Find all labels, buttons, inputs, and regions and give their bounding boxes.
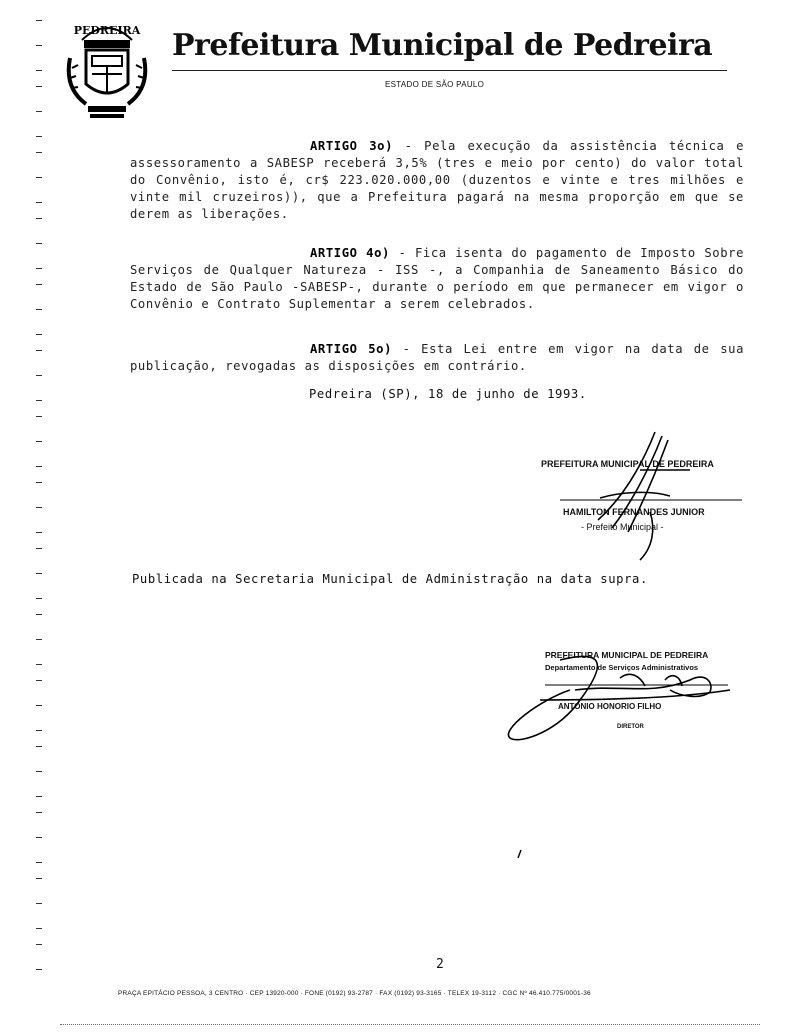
article-3-heading: ARTIGO 3o) bbox=[310, 139, 394, 153]
margin-tick bbox=[36, 45, 42, 46]
margin-tick bbox=[36, 111, 42, 112]
margin-tick bbox=[36, 573, 42, 574]
signer-name: HAMILTON FERNANDES JUNIOR bbox=[563, 507, 705, 517]
margin-tick bbox=[36, 598, 42, 599]
signer-role: DIRETOR bbox=[617, 724, 644, 730]
margin-tick bbox=[36, 862, 42, 863]
margin-tick bbox=[36, 664, 42, 665]
margin-tick bbox=[36, 400, 42, 401]
signer-name: ANTONIO HONORIO FILHO bbox=[558, 702, 662, 711]
article-4-text: - Fica isenta do pagamento de Imposto Sobre Serviços de Qualquer Natureza - ISS -, a Companhia de Saneamento Básico do Estado de São Paulo -SABESP-, durante o período em que permanecer em vigor o Convênio e Contrato Suplementar a serem celebrados. bbox=[130, 246, 745, 311]
margin-tick bbox=[36, 548, 42, 549]
margin-tick bbox=[36, 441, 42, 442]
stamp-org: PREFEITURA MUNICIPAL DE PEDREIRA bbox=[541, 459, 714, 469]
dateline: Pedreira (SP), 18 de junho de 1993. bbox=[309, 387, 587, 401]
margin-tick bbox=[36, 878, 42, 879]
margin-tick bbox=[36, 177, 42, 178]
article-5-text: - Esta Lei entre em vigor na data de sua publicação, revogadas as disposições em contrário. bbox=[130, 342, 745, 373]
margin-tick bbox=[36, 705, 42, 706]
margin-tick bbox=[36, 903, 42, 904]
margin-tick bbox=[36, 350, 42, 351]
margin-tick bbox=[36, 482, 42, 483]
article-3-text: - Pela execução da assistência técnica e assessoramento a SABESP receberá 3,5% (tres e meio por cento) do valor total do Convênio, isto é, cr$ 223.020.000,00 (duzentos e vinte e tres milhões e vinte mil cruzeiros)), que a Prefeitura pagará na mesma proporção em que se derem as liberações. bbox=[130, 139, 745, 221]
margin-tick bbox=[36, 20, 42, 21]
municipal-crest-icon bbox=[62, 18, 152, 120]
margin-tick bbox=[36, 466, 42, 467]
page-number: 2 bbox=[436, 957, 444, 972]
margin-tick bbox=[36, 837, 42, 838]
margin-tick bbox=[36, 243, 42, 244]
scan-bottom-edge bbox=[60, 1024, 760, 1026]
margin-tick bbox=[36, 218, 42, 219]
margin-tick bbox=[36, 375, 42, 376]
margin-tick bbox=[36, 136, 42, 137]
publication-note: Publicada na Secretaria Municipal de Administração na data supra. bbox=[132, 572, 648, 586]
margin-tick bbox=[36, 86, 42, 87]
address-footer: PRAÇA EPITÁCIO PESSOA, 3 CENTRO · CEP 13920-000 · FONE (0192) 93-2787 · FAX (0192) 93-3165 · TELEX 19-3112 · CGC Nº 46.410.775/0001-36 bbox=[118, 990, 591, 997]
stamp-org: PREFEITURA MUNICIPAL DE PEDREIRA bbox=[545, 650, 709, 660]
margin-tick bbox=[36, 70, 42, 71]
margin-tick bbox=[36, 507, 42, 508]
stamp-department: Departamento de Serviços Administrativos bbox=[545, 663, 699, 672]
margin-tick bbox=[36, 746, 42, 747]
margin-tick bbox=[36, 944, 42, 945]
margin-tick bbox=[36, 730, 42, 731]
scan-margin-marks bbox=[36, 20, 50, 1020]
margin-tick bbox=[36, 796, 42, 797]
margin-tick bbox=[36, 614, 42, 615]
margin-tick bbox=[36, 152, 42, 153]
margin-tick bbox=[36, 928, 42, 929]
state-subtitle: ESTADO DE SÃO PAULO bbox=[385, 80, 485, 89]
margin-tick bbox=[36, 969, 42, 970]
margin-tick bbox=[36, 639, 42, 640]
article-4-paragraph bbox=[130, 245, 744, 313]
margin-tick bbox=[36, 202, 42, 203]
margin-tick bbox=[36, 680, 42, 681]
title-divider bbox=[172, 70, 727, 71]
crest-text: PEDREIRA bbox=[73, 24, 141, 37]
mayor-signature-icon bbox=[598, 432, 690, 560]
page-title: Prefeitura Municipal de Pedreira bbox=[172, 28, 713, 63]
article-3-paragraph bbox=[130, 138, 744, 223]
margin-tick bbox=[36, 812, 42, 813]
article-5-paragraph bbox=[130, 341, 744, 375]
article-5-heading: ARTIGO 5o) bbox=[310, 342, 393, 356]
signer-role: - Prefeito Municipal - bbox=[581, 522, 664, 532]
article-4-heading: ARTIGO 4o) bbox=[310, 246, 390, 260]
margin-tick bbox=[36, 334, 42, 335]
margin-tick bbox=[36, 309, 42, 310]
stray-mark bbox=[518, 850, 521, 858]
margin-tick bbox=[36, 532, 42, 533]
margin-tick bbox=[36, 268, 42, 269]
margin-tick bbox=[36, 284, 42, 285]
margin-tick bbox=[36, 416, 42, 417]
margin-tick bbox=[36, 771, 42, 772]
